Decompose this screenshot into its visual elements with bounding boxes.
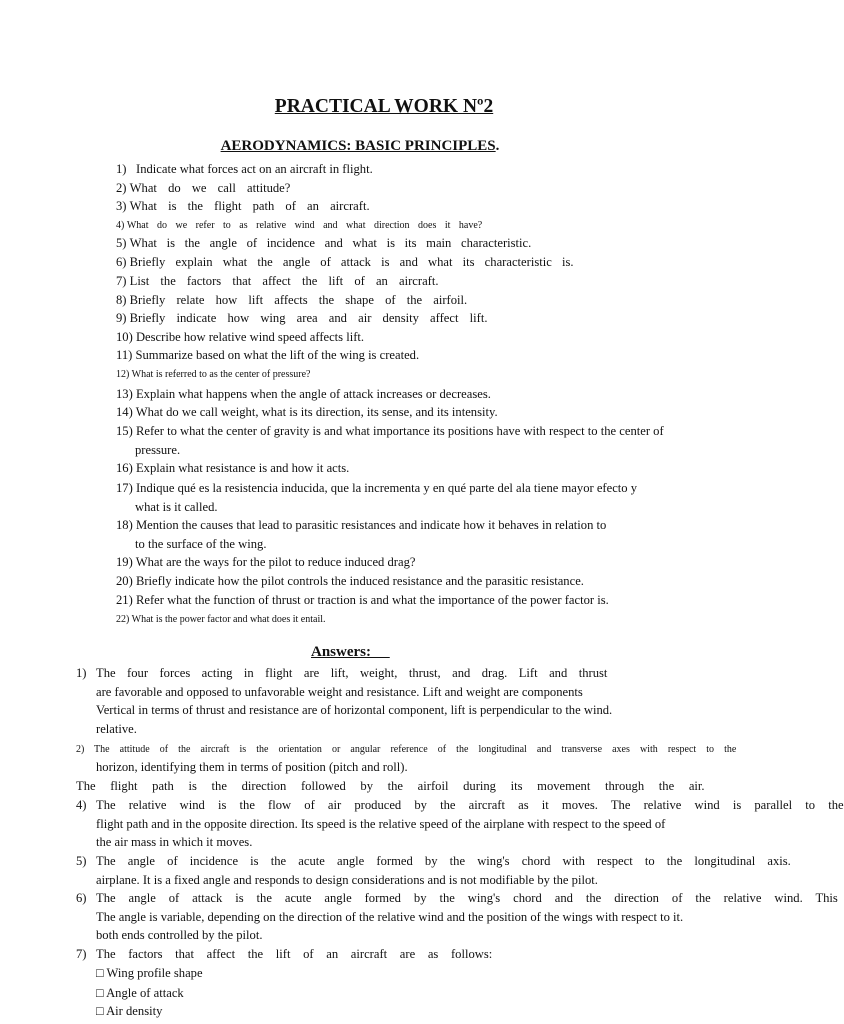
question-number: 11) [116,348,133,362]
question-item [116,612,326,628]
question-text: Briefly indicate how wing area and air density affect lift. [129,311,488,325]
question-item [116,292,467,308]
question-text: Explain what resistance is and how it acts. [135,461,350,475]
question-number: 4) [116,220,125,231]
question-number: 2) [116,181,127,195]
question-item [116,592,609,608]
answer-text: both ends controlled by the pilot. [96,928,263,942]
question-item [116,161,422,177]
answer-number: 4) [76,798,87,812]
question-continuation: to the surface of the wing. [135,537,267,551]
question-text: Mention the causes that lead to parasitic resistances and indicate how it behaves in relation to [135,518,607,532]
answer-number: 5) [76,854,87,868]
question-text: Refer to what the center of gravity is and what importance its positions have with respect to the center of [135,424,664,438]
answer-text: The four forces acting in flight are lift, weight, thrust, and drag. Lift and thrust [96,666,608,680]
page-subtitle [0,138,720,155]
question-item [116,198,370,214]
question-text: Indicate what forces act on an aircraft in flight. [136,162,373,176]
checkbox-bullet-icon: □ [96,986,104,1000]
question-continuation: pressure. [135,443,181,457]
question-number: 5) [116,236,127,250]
question-number: 22) [116,614,130,625]
question-text: What do we call weight, what is its direction, its sense, and its intensity. [135,405,498,419]
subtitle-period: . [495,138,500,154]
question-text: List the factors that affect the lift of an aircraft. [129,274,439,288]
question-text: Briefly relate how lift affects the shape of the airfoil. [129,293,468,307]
question-number: 9) [116,311,127,325]
list-item-label: Air density [106,1004,163,1018]
question-item [116,218,482,234]
question-number: 7) [116,274,127,288]
answer-text: horizon, identifying them in terms of position (pitch and roll). [96,760,408,774]
answer-text: The flight path is the direction followed by the airfoil during its movement through the air. [76,779,705,793]
question-item [116,180,290,196]
question-item [116,367,310,383]
question-item [116,347,419,363]
list-item-label: Wing profile shape [106,966,203,980]
question-text: Briefly explain what the angle of attack is and what its characteristic is. [129,255,574,269]
page-title: PRACTICAL WORK Nº2 [274,96,494,117]
question-text: Indique qué es la resistencia inducida, que la incrementa y en qué parte del ala tiene mayor efecto y [135,481,638,495]
answer-text: The relative wind is the flow of air produced by the aircraft as it moves. The relative wind is parallel to the [96,798,844,812]
answer-text: the air mass in which it moves. [96,835,253,849]
answer-number: 1) [76,666,87,680]
question-number: 3) [116,199,127,213]
question-number: 14) [116,405,133,419]
question-number: 20) [116,574,133,588]
answers-heading: Answers: [311,644,371,660]
answer-text: airplane. It is a fixed angle and responds to design considerations and is not modifiable by the pilot. [96,873,598,887]
question-item [116,460,349,476]
question-item [116,235,531,251]
question-item [116,273,439,289]
question-item [116,329,364,345]
question-number: 19) [116,555,133,569]
question-text: What is the flight path of an aircraft. [129,199,370,213]
question-item [116,480,637,496]
answer-text: The angle of incidence is the acute angle formed by the wing's chord with respect to the longitudinal axis. [96,854,791,868]
question-number: 16) [116,461,133,475]
list-item [96,985,184,1001]
question-text: Refer what the function of thrust or traction is and what the importance of the power factor is. [135,593,609,607]
question-text: What do we refer to as relative wind and what direction does it have? [126,220,483,231]
question-item [116,404,498,420]
question-text: What are the ways for the pilot to reduce induced drag? [135,555,416,569]
question-number: 1) [116,162,127,176]
question-text: What is the power factor and what does it entail. [131,614,326,625]
question-number: 8) [116,293,127,307]
question-text: What is the angle of incidence and what is its main characteristic. [129,236,532,250]
question-number: 6) [116,255,127,269]
question-number: 15) [116,424,133,438]
question-item [116,310,487,326]
list-item [96,965,203,981]
question-text: Briefly indicate how the pilot controls the induced resistance and the parasitic resistance. [135,574,584,588]
question-text: What do we call attitude? [129,181,291,195]
question-number: 21) [116,593,133,607]
answer-text: The attitude of the aircraft is the orientation or angular reference of the longitudinal and transverse axes with respect to the [94,744,737,755]
answer-number: 2) [76,744,85,755]
question-item [116,554,415,570]
list-item [96,1003,162,1019]
list-item-label: Angle of attack [106,986,184,1000]
subtitle-text: AERODYNAMICS: BASIC PRINCIPLES [220,138,496,154]
question-item [116,573,584,589]
checkbox-bullet-icon: □ [96,966,104,980]
answer-text: are favorable and opposed to unfavorable weight and resistance. Lift and weight are components [96,685,583,699]
question-item [116,423,664,439]
question-number: 10) [116,330,133,344]
question-text: Describe how relative wind speed affects lift. [135,330,365,344]
answer-text: Vertical in terms of thrust and resistance are of horizontal component, lift is perpendicular to the wind. [96,703,613,717]
question-text: What is referred to as the center of pressure? [131,369,311,380]
question-item [116,517,606,533]
question-number: 18) [116,518,133,532]
answer-text: The angle of attack is the acute angle formed by the wing's chord and the direction of the relative wind. This [96,891,838,905]
answer-text: flight path and in the opposite direction. Its speed is the relative speed of the airplane with respect to the speed of [96,817,666,831]
question-number: 12) [116,369,130,380]
answer-text: The angle is variable, depending on the direction of the relative wind and the position of the wings with respect to it. [96,910,684,924]
question-number: 13) [116,387,133,401]
question-text: Explain what happens when the angle of attack increases or decreases. [135,387,491,401]
question-text: Summarize based on what the lift of the wing is created. [135,348,420,362]
answer-number: 7) [76,947,87,961]
answer-text: The factors that affect the lift of an aircraft are as follows: [96,947,493,961]
question-item [116,254,574,270]
answer-text: relative. [96,722,137,736]
checkbox-bullet-icon: □ [96,1004,104,1018]
question-continuation: what is it called. [135,500,218,514]
question-number: 17) [116,481,133,495]
question-item [116,386,491,402]
answer-number: 6) [76,891,87,905]
